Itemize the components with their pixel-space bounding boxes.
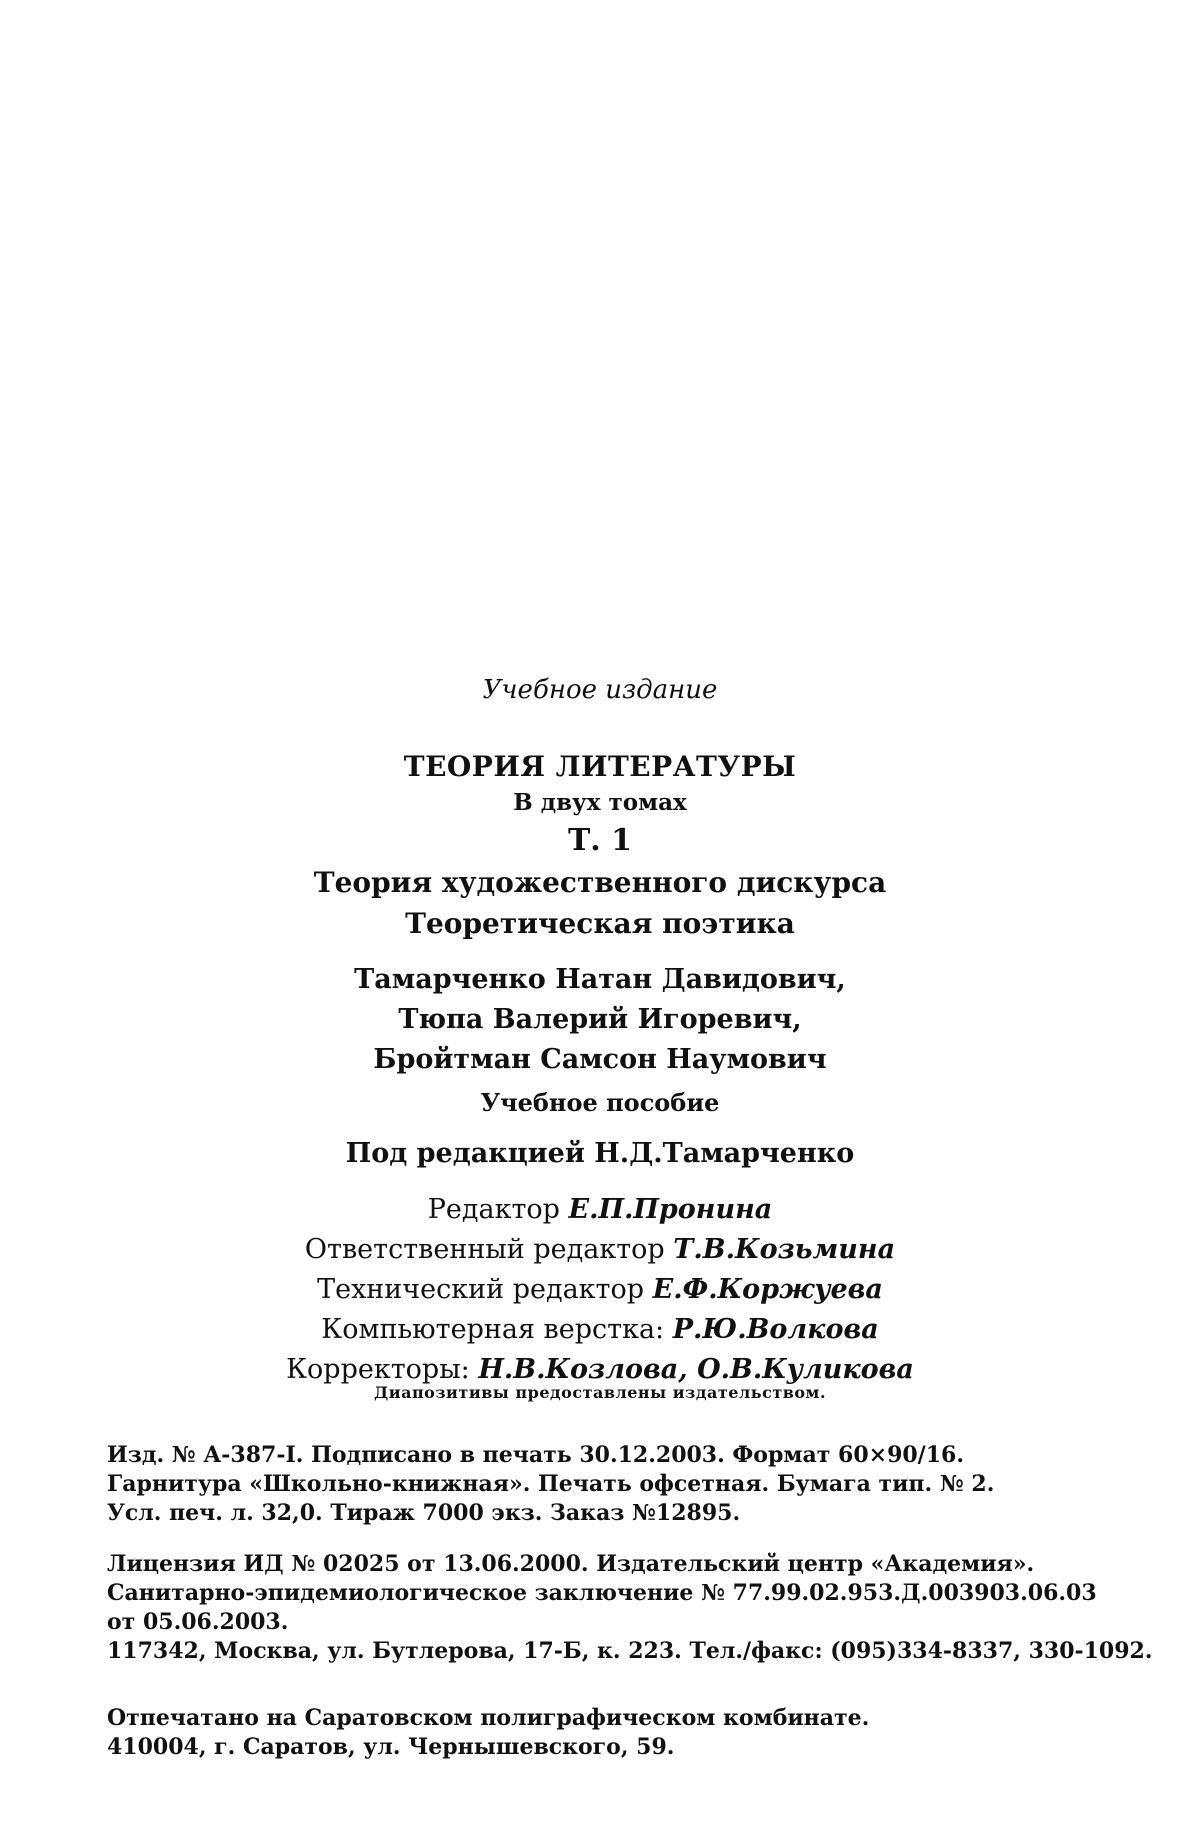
imprint-line: Санитарно-эпидемиологическое заключение № 77.99.02.953.Д.003903.06.03 [107, 1580, 1097, 1606]
credit-role: Корректоры: [286, 1354, 479, 1385]
imprint-line: от 05.06.2003. [107, 1609, 289, 1635]
credit-role: Редактор [427, 1194, 569, 1225]
imprint-printer-details [107, 1704, 1167, 1762]
volume-title-line-2: Теоретическая поэтика [405, 907, 795, 940]
imprint-line: Изд. № А-387-I. Подписано в печать 30.12.2003. Формат 60×90/16. [107, 1442, 964, 1468]
credits-list [0, 1190, 1200, 1390]
imprint-line: Гарнитура «Школьно-книжная». Печать офсетная. Бумага тип. № 2. [107, 1471, 995, 1497]
edited-by: Под редакцией Н.Д.Тамарченко [345, 1138, 855, 1169]
credit-person: Е.Ф.Коржуева [652, 1274, 883, 1305]
imprint-line: Усл. печ. л. 32,0. Тираж 7000 экз. Заказ №12895. [107, 1500, 741, 1526]
authors-list [0, 960, 1200, 1080]
volume-number: Т. 1 [567, 823, 633, 858]
diapositives-note: Диапозитивы предоставлены издательством. [373, 1383, 827, 1402]
imprint-line: Лицензия ИД № 02025 от 13.06.2000. Издательский центр «Академия». [107, 1551, 1035, 1577]
imprint-line: 117342, Москва, ул. Бутлерова, 17-Б, к. 223. Тел./факс: (095)334-8337, 330-1092. [107, 1638, 1153, 1664]
author-name: Бройтман Самсон Наумович [373, 1044, 827, 1075]
credit-line [0, 1310, 1200, 1350]
book-title: ТЕОРИЯ ЛИТЕРАТУРЫ [403, 750, 797, 783]
book-subtitle: В двух томах [513, 789, 687, 816]
title-block [0, 748, 1200, 944]
imprint-line: Отпечатано на Саратовском полиграфическом комбинате. [107, 1705, 870, 1731]
credit-role: Технический редактор [317, 1274, 653, 1305]
author-name: Тюпа Валерий Игоревич, [398, 1004, 802, 1035]
imprint-line: 410004, г. Саратов, ул. Чернышевского, 59. [107, 1734, 675, 1760]
credit-line [0, 1230, 1200, 1270]
credit-person: Н.В.Козлова, О.В.Куликова [478, 1354, 914, 1385]
credit-role: Компьютерная верстка: [321, 1314, 673, 1345]
credit-line [0, 1190, 1200, 1230]
volume-title-line-1: Теория художественного дискурса [313, 866, 887, 899]
edition-label: Учебное издание [482, 675, 718, 705]
book-type: Учебное пособие [480, 1088, 720, 1117]
author-name: Тамарченко Натан Давидович, [354, 964, 846, 995]
credit-person: Т.В.Козьмина [673, 1234, 896, 1265]
credit-role: Ответственный редактор [304, 1234, 674, 1265]
imprint-print-details [107, 1441, 1167, 1528]
credit-line [0, 1270, 1200, 1310]
credit-person: Р.Ю.Волкова [672, 1314, 879, 1345]
credit-person: Е.П.Пронина [568, 1194, 773, 1225]
imprint-publisher-details [107, 1550, 1167, 1666]
